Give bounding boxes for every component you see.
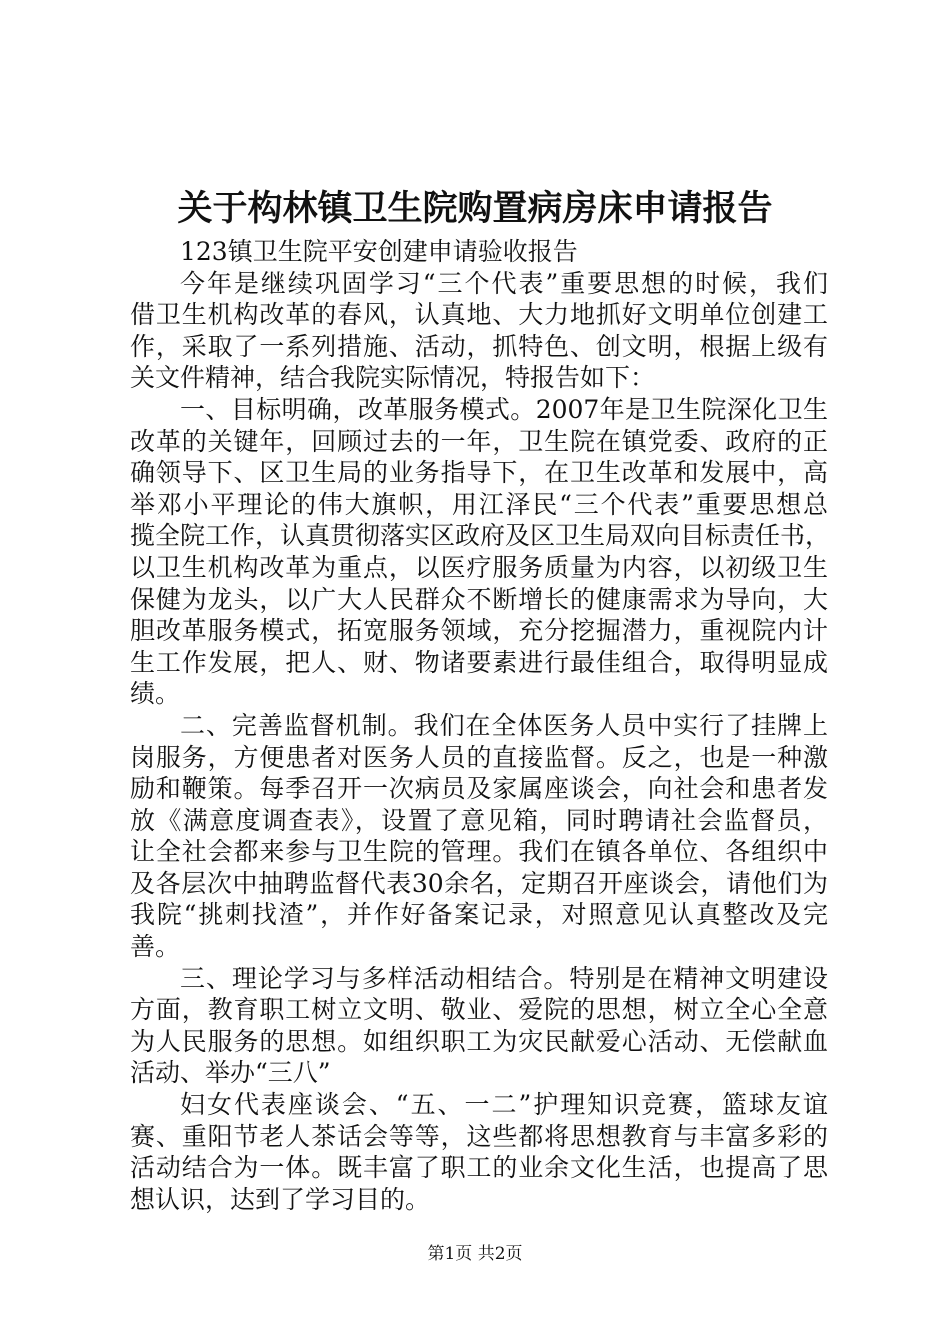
paragraph-line: 今年是继续巩固学习“三个代表”重要思想的时候，我们	[180, 268, 828, 298]
document-title: 关于构林镇卫生院购置病房床申请报告	[177, 188, 773, 229]
paragraph-line: 揽全院工作，认真贯彻落实区政府及区卫生局双向目标责任书，	[130, 521, 831, 551]
paragraph-line: 为人民服务的思想。如组织职工为灾民献爱心活动、无偿献血	[130, 1026, 828, 1056]
paragraph-line: 励和鞭策。每季召开一次病员及家属座谈会，向社会和患者发	[130, 774, 828, 804]
paragraph-line: 想认识，达到了学习目的。	[130, 1184, 431, 1214]
paragraph-line: 方面，教育职工树立文明、敬业、爱院的思想，树立全心全意	[130, 995, 828, 1025]
paragraph-line: 以卫生机构改革为重点，以医疗服务质量为内容，以初级卫生	[130, 552, 828, 582]
paragraph-line: 放《满意度调查表》，设置了意见箱，同时聘请社会监督员，	[130, 805, 828, 835]
paragraph-line: 保健为龙头，以广大人民群众不断增长的健康需求为导向，大	[130, 584, 828, 614]
paragraph-line: 绩。	[130, 679, 181, 709]
paragraph-line: 我院“挑刺找渣”，并作好备案记录，对照意见认真整改及完	[130, 900, 828, 930]
document-body	[130, 236, 831, 1215]
paragraph-line: 赛、重阳节老人茶话会等等，这些都将思想教育与丰富多彩的	[130, 1121, 828, 1151]
paragraph-line: 关文件精神，结合我院实际情况，特报告如下：	[130, 363, 656, 393]
paragraph-line: 善。	[130, 932, 181, 962]
paragraph-line: 改革的关键年，回顾过去的一年，卫生院在镇党委、政府的正	[130, 426, 828, 456]
subtitle-line: 123镇卫生院平安创建申请验收报告	[180, 237, 578, 266]
paragraph-line: 二、完善监督机制。我们在全体医务人员中实行了挂牌上	[180, 710, 828, 740]
paragraph-line: 活动、举办“三八”	[130, 1058, 331, 1088]
paragraph-line: 三、理论学习与多样活动相结合。特别是在精神文明建设	[180, 963, 828, 993]
paragraph-line: 举邓小平理论的伟大旗帜，用江泽民“三个代表”重要思想总	[130, 489, 828, 519]
paragraph-line: 一、目标明确，改革服务模式。2007年是卫生院深化卫生	[180, 394, 828, 424]
paragraph-line: 借卫生机构改革的春风，认真地、大力地抓好文明单位创建工	[130, 300, 828, 330]
paragraph-line: 活动结合为一体。既丰富了职工的业余文化生活，也提高了思	[130, 1153, 828, 1183]
paragraph-line: 让全社会都来参与卫生院的管理。我们在镇各单位、各组织中	[130, 837, 828, 867]
paragraph-line: 生工作发展，把人、财、物诸要素进行最佳组合，取得明显成	[130, 647, 828, 677]
paragraph-line: 及各层次中抽聘监督代表30余名，定期召开座谈会，请他们为	[130, 868, 828, 898]
paragraph-line: 确领导下、区卫生局的业务指导下，在卫生改革和发展中，高	[130, 458, 828, 488]
paragraph-line: 胆改革服务模式，拓宽服务领域，充分挖掘潜力，重视院内计	[130, 616, 828, 646]
paragraph-line: 妇女代表座谈会、“五、一二”护理知识竞赛，篮球友谊	[180, 1090, 828, 1120]
paragraph-line: 岗服务，方便患者对医务人员的直接监督。反之，也是一种激	[130, 742, 828, 772]
paragraph-line: 作，采取了一系列措施、活动，抓特色、创文明，根据上级有	[130, 331, 828, 361]
page-number-footer: 第1页 共2页	[427, 1244, 523, 1264]
